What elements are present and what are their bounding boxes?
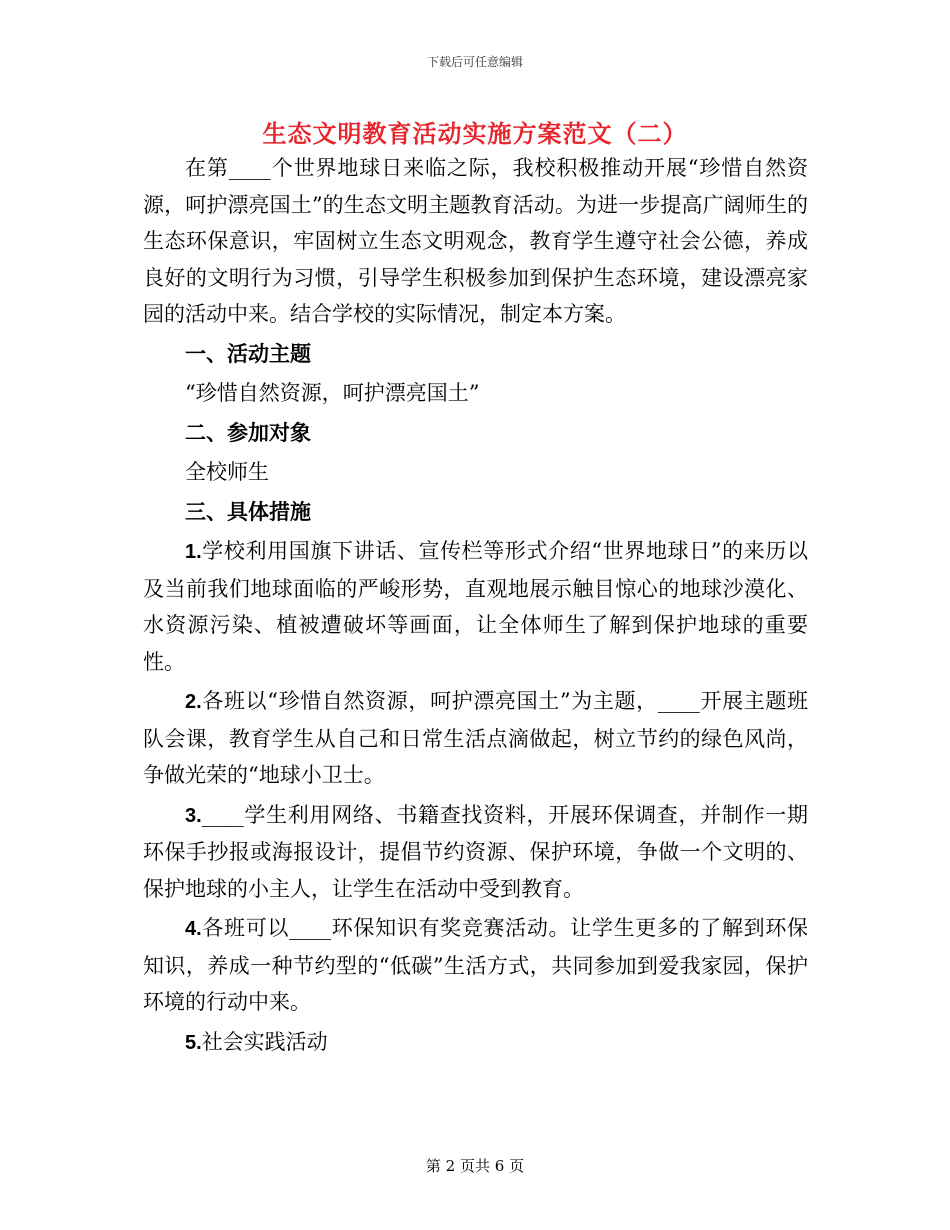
- item-text: 各班以“珍惜自然资源，呵护漂亮国土”为主题，____开展主题班队会课，教育学生从自己和日常生活点滴做起，树立节约的绿色风尚，争做光荣的“地球小卫士。: [143, 689, 808, 787]
- section-heading-measures: 三、具体措施: [185, 498, 311, 524]
- item-number: 2.: [185, 691, 202, 713]
- item-number: 5.: [185, 1031, 202, 1054]
- intro-paragraph: 在第____个世界地球日来临之际，我校积极推动开展“珍惜自然资源，呵护漂亮国土”的生态文明主题教育活动。为进一步提高广阔师生的生态环保意识，牢固树立生态文明观念，教育学生遵守社会公德，养成良好的文明行为习惯，引导学生积极参加到保护生态环境，建设漂亮家园的活动中来。结合学校的实际情况，制定本方案。: [143, 156, 808, 326]
- measure-item-4: [143, 910, 808, 1021]
- measure-item-1: [143, 533, 808, 680]
- document-title: 生态文明教育活动实施方案范文（二）: [262, 119, 688, 148]
- page-footer: 第 2 页共 6 页: [425, 1157, 525, 1175]
- item-text: 学校利用国旗下讲话、宣传栏等形式介绍“世界地球日”的来历以及当前我们地球面临的严峻形势，直观地展示触目惊心的地球沙漠化、水资源污染、植被遭破坏等画面，让全体师生了解到保护地球的重要性。: [143, 539, 808, 674]
- section-body-theme: “珍惜自然资源，呵护漂亮国土”: [185, 381, 480, 405]
- section-heading-theme: 一、活动主题: [185, 340, 311, 366]
- header-note: 下载后可任意编辑: [426, 55, 523, 69]
- item-text: 各班可以____环保知识有奖竞赛活动。让学生更多的了解到环保知识，养成一种节约型的“低碳”生活方式，共同参加到爱我家园，保护环境的行动中来。: [143, 916, 808, 1014]
- item-number: 3.: [185, 804, 202, 827]
- item-text: 社会实践活动: [201, 1029, 328, 1054]
- section-heading-participants: 二、参加对象: [185, 419, 311, 445]
- item-number: 4.: [185, 918, 202, 940]
- measure-item-3: [143, 797, 808, 908]
- section-body-participants: 全校师生: [185, 460, 269, 484]
- document-body: [143, 150, 808, 1061]
- measure-item-5: [143, 1024, 808, 1062]
- measure-item-2: [143, 683, 808, 794]
- item-number: 1.: [185, 541, 202, 563]
- item-text: ____学生利用网络、书籍查找资料，开展环保调查，并制作一期环保手抄报或海报设计，提倡节约资源、保护环境，争做一个文明的、保护地球的小主人，让学生在活动中受到教育。: [143, 802, 808, 901]
